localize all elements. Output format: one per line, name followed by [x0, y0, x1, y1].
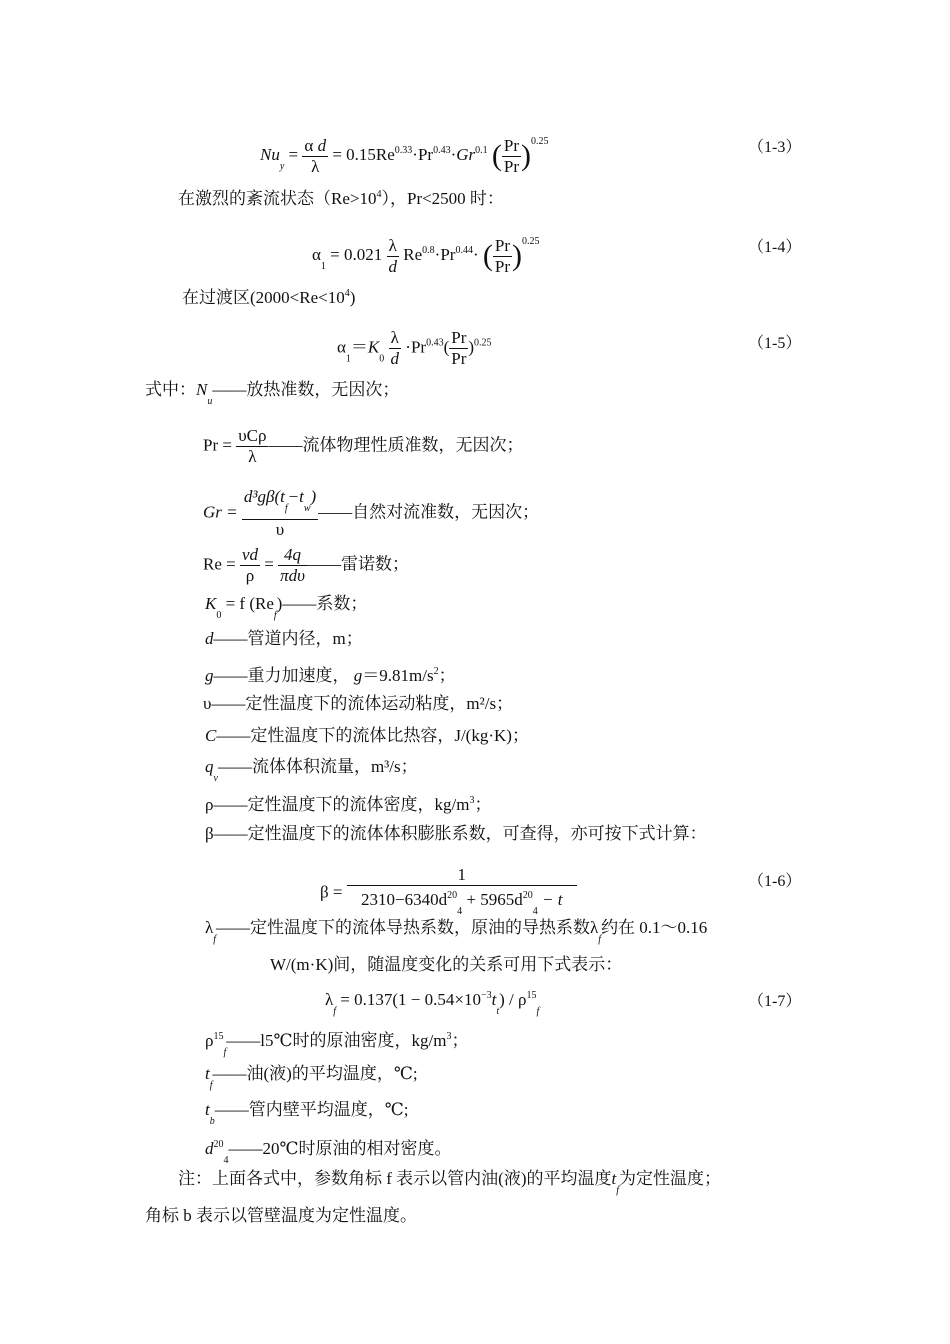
def-gr: Gr = $\frac{d^3g\beta(t_f-t_w)}{\upsilon}$ ——自然对流准数，无因次；: [203, 487, 540, 539]
fraction-pr-ratio: $\frac{Pr}{Pr}$: [503, 135, 520, 176]
equation-number-1-5: （1-5）: [748, 335, 802, 352]
equation-number-1-7: （1-7）: [748, 993, 802, 1010]
def-pr: Pr = υCρ λ ——流体物理性质准数，无因次；: [203, 426, 524, 466]
equation-1-3: $Nu_y$ = $\frac{\text{α d}}{\lambda}$ = $0.15Re^{0.33}\cdot Pr^{0.43}\cdot Gr^{0.1}$ ( $\frac{Pr}{Pr}$ )$^{0.25}$: [260, 135, 549, 176]
note-line2: 角标 b 表示以管壁温度为定性温度。: [145, 1206, 417, 1225]
def-tf: $t_f——$油(液)的平均温度，℃;: [205, 1064, 418, 1091]
text-turbulent: 在激烈的紊流状态$(Re>10^4)$，Pr<2500 时：: [178, 189, 504, 208]
def-lambda: $\lambda_f——$定性温度下的流体导热系数，原油的导热系数$\lambda_f$约在 0.1～0.16: [205, 918, 708, 945]
def-beta: β——定性温度下的流体体积膨胀系数，可查得，亦可按下式计算：: [205, 824, 707, 843]
def-rho: ρ——定性温度下的流体密度，$kg/m^3$；: [205, 795, 492, 814]
def-lambda-line2: W/(m·K)间，随温度变化的关系可用下式表示：: [270, 955, 623, 974]
equation-number-1-6: （1-6）: [748, 873, 802, 890]
def-tb: $t_b——$管内壁平均温度，℃;: [205, 1100, 409, 1127]
def-d420: $d^{20}_4——20℃$时原油的相对密度。: [205, 1139, 452, 1166]
def-k0: $K_0 = f$ $(Re_f)——$系数；: [205, 594, 368, 621]
def-g: g——重力加速度， $g=9.81m/s^2$；: [205, 666, 456, 685]
def-nu: 式中：$N_u——$放热准数，无因次；: [145, 380, 400, 407]
def-rho15: $\rho^{15}_f——l5℃$时的原油密度，$kg/m^3$；: [205, 1031, 469, 1058]
def-d: d——管道内径，m；: [205, 629, 363, 648]
equation-number-1-3: （1-3）: [748, 139, 802, 156]
equation-1-6: β = $\frac{1}{2310-6340d^{20}_4 + 5965d^{20}_4 - t}$: [320, 865, 577, 922]
nu-symbol: Nu: [260, 145, 280, 164]
fraction-lambda-d: $\frac{\lambda}{d}$: [388, 235, 398, 276]
def-upsilon: υ——定性温度下的流体运动粘度，m²/s；: [203, 694, 514, 713]
fraction-alpha-d-lambda: $\frac{\text{α d}}{\lambda}$: [304, 135, 327, 176]
note-line1: 注：上面各式中，参数角标 f 表示以管内油(液)的平均温度$t_f$为定性温度；: [178, 1169, 721, 1196]
def-qv: $q_v——$流体体积流量，m³/s；: [205, 757, 418, 784]
equation-1-5: $\alpha_1=K_0$ $\frac{\lambda}{d}$ $\cdot Pr^{0.43}$( $\frac{Pr}{Pr}$ )$^{0.25}$: [337, 328, 492, 368]
text-transition: 在过渡区$(2000<Re<10^4)$: [182, 288, 356, 307]
equation-number-1-4: （1-4）: [748, 239, 802, 256]
equation-1-4: $\alpha_1 = 0.021$ $\frac{\lambda}{d}$ $Re^{0.8}\cdot Pr^{0.44}\cdot$ ( $\frac{Pr}{Pr}$ )$^{0.25}$: [312, 235, 540, 276]
def-re: Re = $\frac{vd}{\rho}$ = 4q πdυ ——雷诺数；: [203, 545, 409, 585]
equation-1-7: $\lambda_f = 0.137(1 - 0.54\times 10^{-3}t_t) / \rho^{15}_f$: [325, 990, 540, 1017]
def-c: C——定性温度下的流体比热容，J/(kg·K)；: [205, 726, 529, 745]
